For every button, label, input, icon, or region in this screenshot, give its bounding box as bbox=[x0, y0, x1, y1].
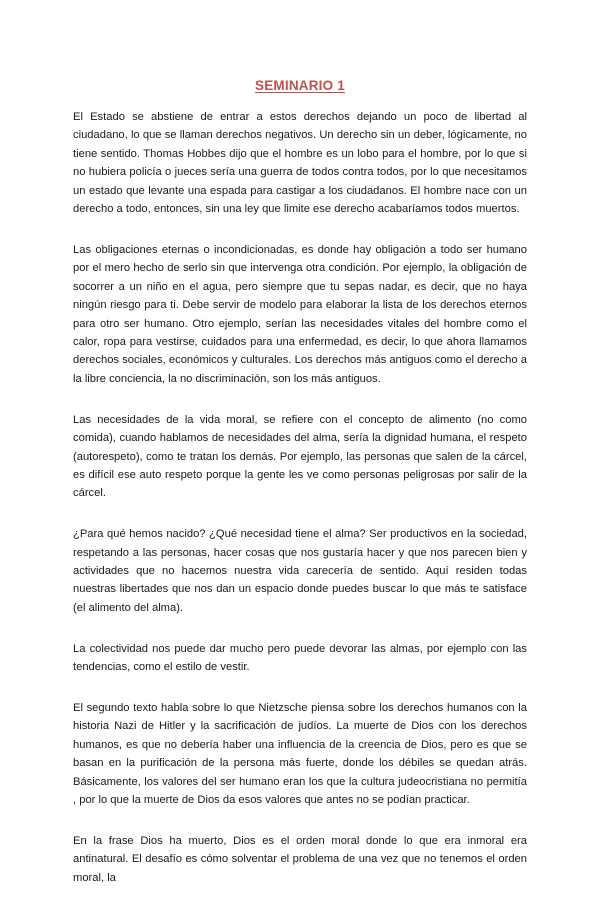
paragraph-para-que-hemos-nacido: ¿Para qué hemos nacido? ¿Qué necesidad tiene el alma? Ser productivos en la sociedad, respetando a las personas, hacer cosas que nos gustaría hacer y que nos parecen bien y actividades que no hacemos nuestra vida carecería de sentido. Aquí residen todas nuestras libertades que nos dan un espacio donde puedes buscar lo que más te satisface (el alimento del alma). bbox=[73, 528, 527, 614]
paragraph-estado-derechos-negativos: El Estado se abstiene de entrar a estos derechos dejando un poco de libertad al ciudadano, lo que se llaman derechos negativos. Un derecho sin un deber, lógicamente, no tiene sentido. Thomas Hobbes dijo que el hombre es un lobo para el hombre, por lo que si no hubiera policía o jueces sería una guerra de todos contra todos, por lo que necesitamos un estado que levante una espada para castigar a los ciudadanos. El hombre nace con un derecho a todo, entonces, sin una ley que limite ese derecho acabaríamos todos muertos. bbox=[73, 111, 527, 216]
document-body bbox=[73, 108, 527, 910]
page-title: SEMINARIO 1 bbox=[255, 78, 345, 93]
paragraph-necesidades-vida-moral: Las necesidades de la vida moral, se refiere con el concepto de alimento (no como comida), cuando hablamos de necesidades del alma, sería la dignidad humana, el respeto (autorespeto), como te tratan los demás. Por ejemplo, las personas que salen de la cárcel, es difícil ese auto respeto porque la gente les ve como personas peligrosas por salir de la cárcel. bbox=[73, 413, 527, 500]
paragraph-dios-ha-muerto: En la frase Dios ha muerto, Dios es el orden moral donde lo que era inmoral era antinatural. El desafío es cómo solventar el problema de una vez que no tenemos el orden moral, la bbox=[73, 835, 527, 884]
paragraph-obligaciones-eternas: Las obligaciones eternas o incondicionadas, es donde hay obligación a todo ser humano por el mero hecho de serlo sin que intervenga otra condición. Por ejemplo, la obligación de socorrer a un niño en el agua, pero siempre que tu sepas nadar, es decir, que no haya ningún riesgo para ti. Debe servir de modelo para elaborar la lista de los derechos eternos para otro ser humano. Otro ejemplo, serían las necesidades vitales del hombre como el calor, ropa para vestirse, cuidados para una enfermedad, es decir, lo que ahora llamamos derechos sociales, económicos y culturales. Los derechos más antiguos como el derecho a la libre conciencia, la no discriminación, son los más antiguos. bbox=[73, 243, 527, 385]
paragraph-colectividad: La colectividad nos puede dar mucho pero puede devorar las almas, por ejemplo con las tendencias, como el estilo de vestir. bbox=[73, 642, 527, 674]
paragraph-segundo-texto-nietzsche: El segundo texto habla sobre lo que Nietzsche piensa sobre los derechos humanos con la historia Nazi de Hitler y la sacrificación de judíos. La muerte de Dios con los derechos humanos, es que no debería haber una influencia de la creencia de Dios, pero es que se basan en la purificación de la persona más fuerte, donde los débiles se quedan atrás. Básicamente, los valores del ser humano eran los que la cultura judeocristiana no permitía , por lo que la muerte de Dios da esos valores que antes no se podían practicar. bbox=[73, 702, 527, 807]
